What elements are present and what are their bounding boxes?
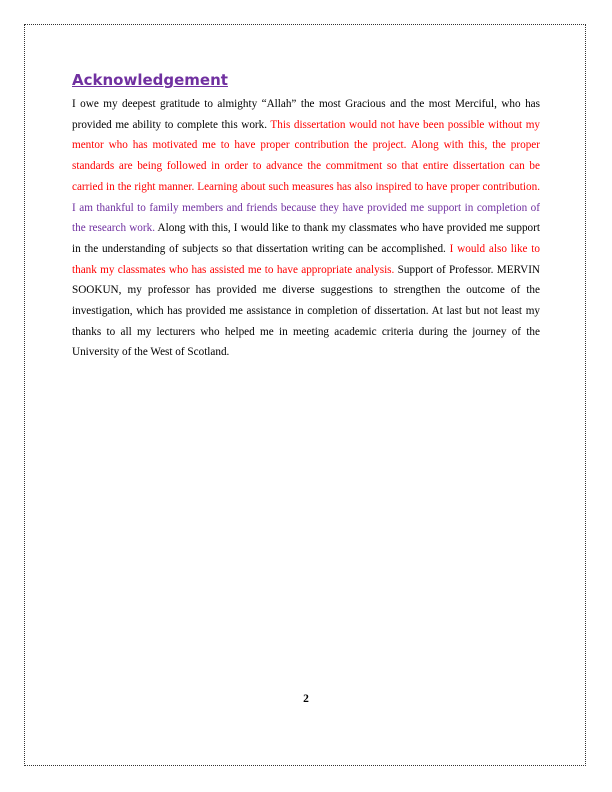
text-run: I would also like to thank my classmates who has assisted me to have appropriate analysis. — [72, 242, 541, 276]
text-run: Along with this, I would like to thank my classmates who have provided me support in the understanding of subjects so that dissertation writing can be accomplished. — [72, 222, 540, 255]
document-body — [72, 70, 540, 363]
text-run: I am thankful to family members and friends because they have provided me support in completion of the research work. — [72, 201, 540, 235]
acknowledgement-paragraph — [72, 94, 540, 363]
page-title: Acknowledgement — [72, 71, 228, 89]
text-run: I owe my deepest gratitude to almighty “Allah” the most Gracious and the most Merciful, who has provided me ability to complete this work. — [72, 98, 540, 131]
text-run: This dissertation would not have been possible without my mentor who has motivated me to have proper contribution the project. Along with this, the proper standards are being followed in order to advance the commitment so that entire dissertation can be carried in the right manner. Learning about such measures has also inspired to have proper contribution. — [72, 118, 541, 193]
text-run: Support of Professor. MERVIN SOOKUN, my professor has provided me diverse suggestions to strengthen the outcome of the investigation, which has provided me assistance in completion of dissertation. At last but not least my thanks to all my lecturers who helped me in meeting academic criteria during the journey of the University of the West of Scotland. — [72, 263, 541, 359]
page-number: 2 — [303, 693, 309, 705]
